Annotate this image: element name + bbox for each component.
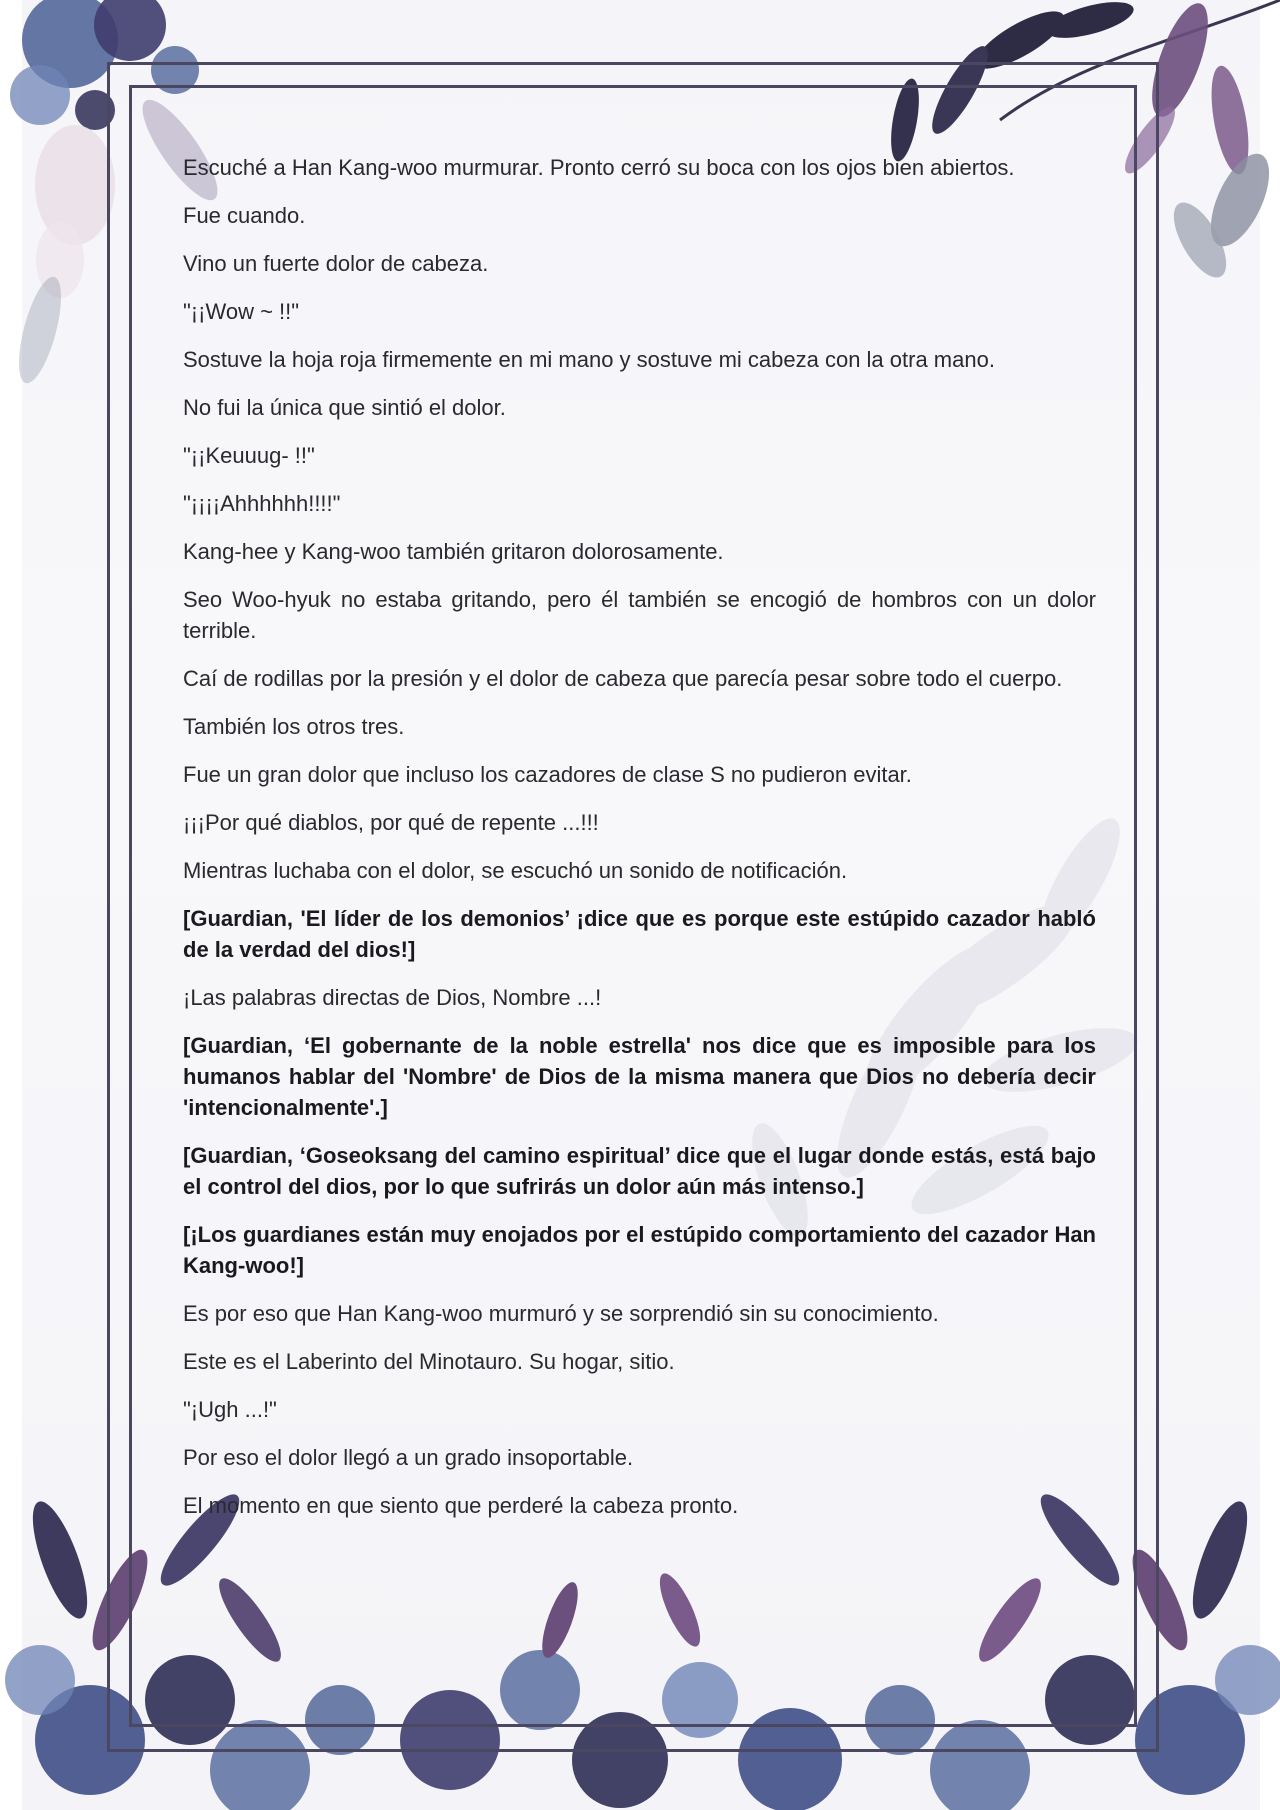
paragraph: El momento en que siento que perderé la cabeza pronto. [183, 1493, 739, 1518]
paragraph: Vino un fuerte dolor de cabeza. [183, 251, 489, 276]
system-message-paragraph: [¡Los guardianes están muy enojados por el estúpido comportamiento del cazador Han Kang-woo!] [183, 1222, 1096, 1278]
paragraph: Seo Woo-hyuk no estaba gritando, pero él también se encogió de hombros con un dolor terrible. [183, 587, 1096, 643]
paragraph: Sostuve la hoja roja firmemente en mi mano y sostuve mi cabeza con la otra mano. [183, 347, 995, 372]
paragraph: Fue cuando. [183, 203, 306, 228]
paragraph: También los otros tres. [183, 714, 405, 739]
paragraph: Caí de rodillas por la presión y el dolor de cabeza que parecía pesar sobre todo el cuerpo. [183, 666, 1063, 691]
paragraph: ¡¡¡Por qué diablos, por qué de repente ...!!! [183, 810, 599, 835]
paragraph: ¡Las palabras directas de Dios, Nombre ...! [183, 985, 602, 1010]
paragraph: "¡¡Keuuug- !!" [183, 443, 315, 468]
document-text [183, 152, 1096, 1538]
paragraph: Fue un gran dolor que incluso los cazadores de clase S no pudieron evitar. [183, 762, 912, 787]
paragraph: "¡¡¡¡Ahhhhhh!!!!" [183, 491, 341, 516]
paragraph: Kang-hee y Kang-woo también gritaron dolorosamente. [183, 539, 724, 564]
paragraph: Es por eso que Han Kang-woo murmuró y se sorprendió sin su conocimiento. [183, 1301, 939, 1326]
paragraph: "¡¡Wow ~ !!" [183, 299, 300, 324]
system-message-paragraph: [Guardian, 'El líder de los demonios’ ¡dice que es porque este estúpido cazador habló de la verdad del dios!] [183, 906, 1096, 962]
paragraph: "¡Ugh ...!" [183, 1397, 277, 1422]
paragraph: Escuché a Han Kang-woo murmurar. Pronto cerró su boca con los ojos bien abiertos. [183, 155, 1015, 180]
paragraph: Mientras luchaba con el dolor, se escuchó un sonido de notificación. [183, 858, 848, 883]
paragraph: Este es el Laberinto del Minotauro. Su hogar, sitio. [183, 1349, 675, 1374]
paragraph: No fui la única que sintió el dolor. [183, 395, 506, 420]
system-message-paragraph: [Guardian, ‘Goseoksang del camino espiritual’ dice que el lugar donde estás, está bajo el control del dios, por lo que sufrirás un dolor aún más intenso.] [183, 1143, 1096, 1199]
paragraph: Por eso el dolor llegó a un grado insoportable. [183, 1445, 634, 1470]
system-message-paragraph: [Guardian, ‘El gobernante de la noble estrella' nos dice que es imposible para los humanos hablar del 'Nombre' de Dios de la misma manera que Dios no debería decir 'intencionalmente'.] [183, 1033, 1096, 1120]
